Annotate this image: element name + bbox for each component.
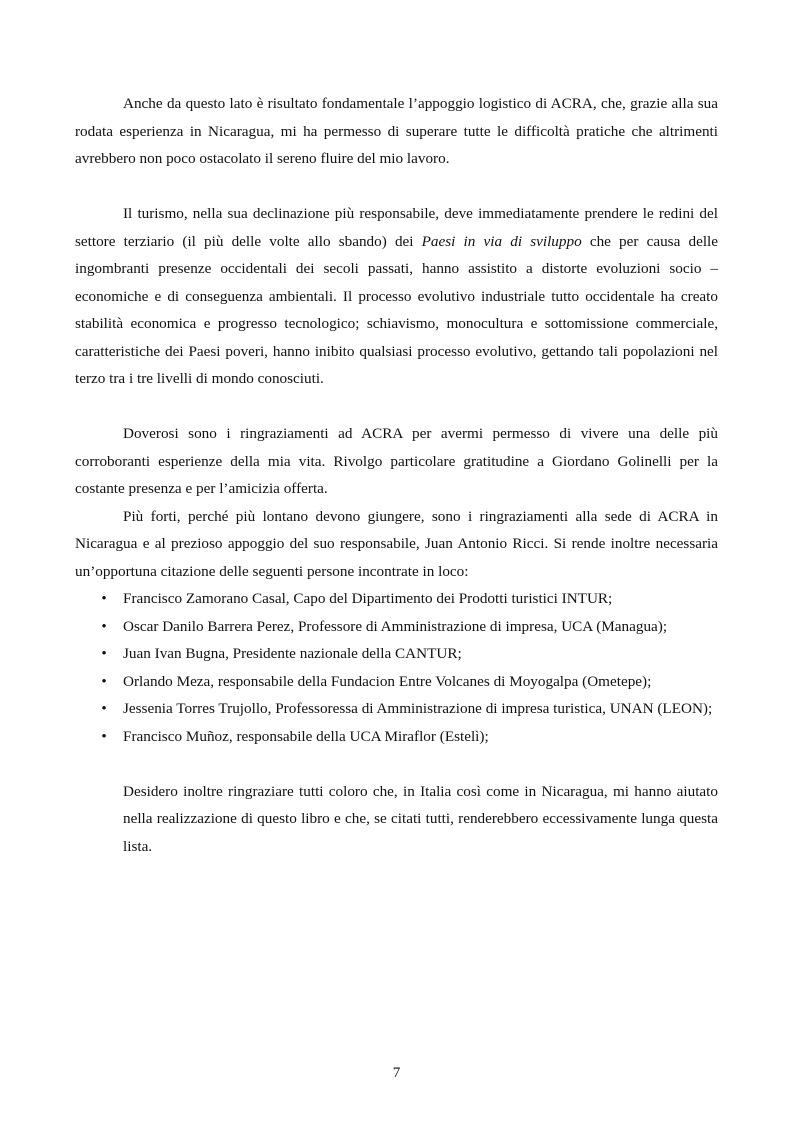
list-item-text: Juan Ivan Bugna, Presidente nazionale della CANTUR; bbox=[123, 645, 462, 662]
paragraph-text-part: Il turismo, nella sua declinazione più responsabile, deve immediatamente prendere le redini del settore terziario (il più delle volte allo sbando) dei bbox=[75, 205, 718, 250]
bullet-icon: • bbox=[101, 727, 107, 745]
list-item bbox=[75, 613, 718, 641]
paragraph-thanks-acra: Doverosi sono i ringraziamenti ad ACRA per avermi permesso di vivere una delle più corroboranti esperienze della mia vita. Rivolgo particolare gratitudine a Giordano Golinelli per la costante presenza e per l’amicizia offerta. bbox=[75, 425, 718, 497]
list-item-text: Francisco Muñoz, responsabile della UCA Miraflor (Estelì); bbox=[123, 727, 489, 745]
paragraph-closing-thanks: Desidero inoltre ringraziare tutti coloro che, in Italia così come in Nicaragua, mi hanno aiutato nella realizzazione di questo libro e che, se citati tutti, renderebbero eccessivamente lunga questa lista. bbox=[123, 782, 718, 855]
list-item bbox=[75, 668, 718, 696]
paragraph-responsible-tourism bbox=[75, 200, 718, 393]
bullet-icon: • bbox=[101, 645, 107, 662]
page-number: 7 bbox=[392, 1064, 401, 1081]
paragraph-thanks-nicaragua: Più forti, perché più lontano devono giungere, sono i ringraziamenti alla sede di ACRA in Nicaragua e al prezioso appoggio del suo responsabile, Juan Antonio Ricci. Si rende inoltre necessaria un’opportuna citazione delle seguenti persone incontrate in loco: bbox=[75, 507, 718, 580]
list-item bbox=[75, 695, 718, 723]
paragraph-spacer bbox=[75, 173, 718, 201]
list-item-text: Francisco Zamorano Casal, Capo del Dipartimento dei Prodotti turistici INTUR; bbox=[123, 590, 613, 607]
paragraph-text-part: che per causa delle ingombranti presenze occidentali dei secoli passati, hanno assistito a distorte evoluzioni socio – economiche e di conseguenza ambientali. Il processo evolutivo industriale tutto occidentale ha creato stabilità economica e progresso tecnologico; schiavismo, monocultura e sottomissione commerciale, caratteristiche dei Paesi poveri, hanno inibito qualsiasi processo evolutivo, gettando tali popolazioni nel terzo tra i tre livelli di mondo conosciuti. bbox=[75, 232, 718, 387]
list-item bbox=[75, 585, 718, 613]
document-page bbox=[75, 90, 718, 860]
list-item-text: Orlando Meza, responsabile della Fundacion Entre Volcanes di Moyogalpa (Ometepe); bbox=[123, 672, 652, 690]
bullet-icon: • bbox=[101, 700, 107, 717]
list-item-text: Jessenia Torres Trujollo, Professoressa di Amministrazione di impresa turistica, UNAN (LEON); bbox=[123, 700, 713, 717]
list-item bbox=[75, 640, 718, 668]
bullet-icon: • bbox=[101, 672, 107, 690]
bullet-icon: • bbox=[101, 590, 107, 607]
paragraph-acra-logistics: Anche da questo lato è risultato fondamentale l’appoggio logistico di ACRA, che, grazie alla sua rodata esperienza in Nicaragua, mi ha permesso di superare tutte le difficoltà pratiche che altrimenti avrebbero non poco ostacolato il sereno fluire del mio lavoro. bbox=[75, 95, 718, 167]
people-list bbox=[75, 585, 718, 750]
bullet-icon: • bbox=[101, 617, 107, 635]
list-item bbox=[75, 723, 718, 751]
italic-phrase: Paesi in via di sviluppo bbox=[421, 232, 582, 250]
list-item-text: Oscar Danilo Barrera Perez, Professore di Amministrazione di impresa, UCA (Managua); bbox=[123, 617, 668, 635]
paragraph-spacer bbox=[75, 750, 718, 778]
paragraph-spacer bbox=[75, 393, 718, 421]
